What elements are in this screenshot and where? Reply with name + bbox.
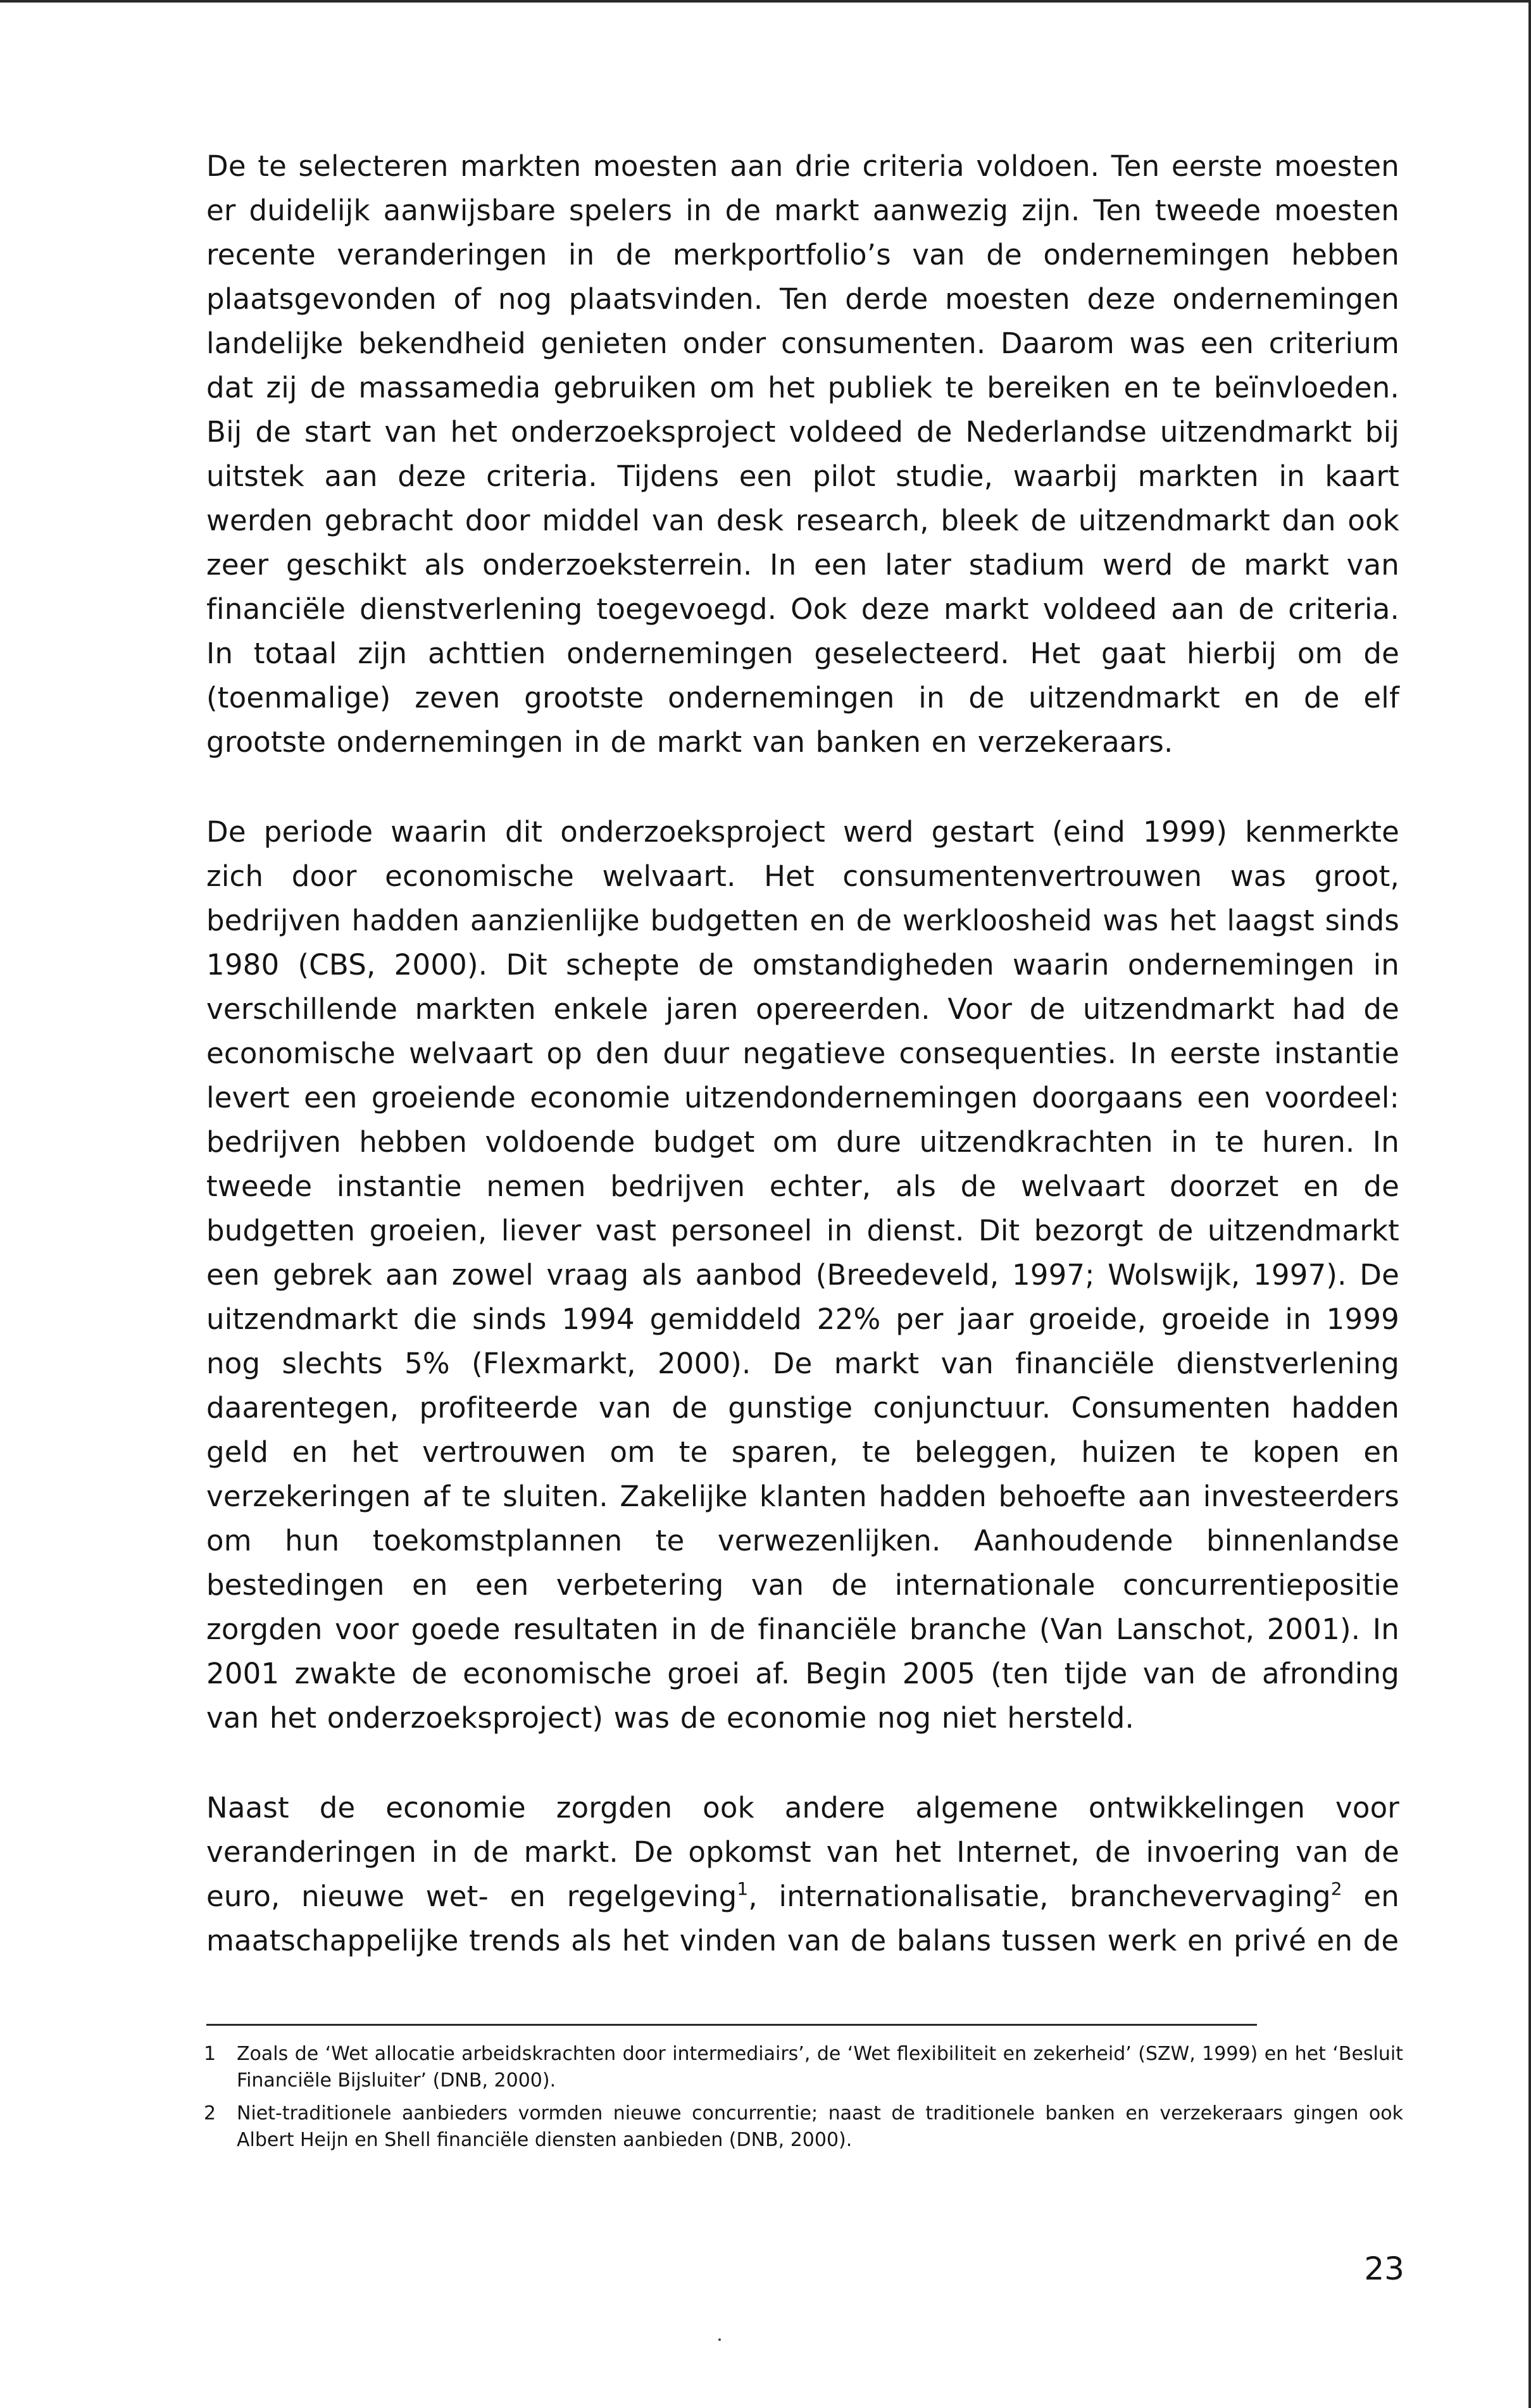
- page-body: [206, 144, 1399, 1963]
- page-number: 23: [1364, 2250, 1404, 2287]
- body-paragraph-2: De periode waarin dit onderzoeksproject werd gestart (eind 1999) kenmerkte zich door economische welvaart. Het consumentenvertrouwen was groot, bedrijven hadden aanzienlijke budgetten en de werkloosheid was het laagst sinds 1980 (CBS, 2000). Dit schepte de omstandigheden waarin ondernemingen in verschillende markten enkele jaren opereerden. Voor de uitzendmarkt had de economische welvaart op den duur negatieve consequenties. In eerste instantie levert een groeiende economie uitzendondernemingen doorgaans een voordeel: bedrijven hebben voldoende budget om dure uitzendkrachten in te huren. In tweede instantie nemen bedrijven echter, als de welvaart doorzet en de budgetten groeien, liever vast personeel in dienst. Dit bezorgt de uitzendmarkt een gebrek aan zowel vraag als aanbod (Breedeveld, 1997; Wolswijk, 1997). De uitzendmarkt die sinds 1994 gemiddeld 22% per jaar groeide, groeide in 1999 nog slechts 5% (Flexmarkt, 2000). De markt van financiële dienstverlening daarentegen, profiteerde van de gunstige conjunctuur. Consumenten hadden geld en het vertrouwen om te sparen, te beleggen, huizen te kopen en verzekeringen af te sluiten. Zakelijke klanten hadden behoefte aan investeerders om hun toekomstplannen te verwezenlijken. Aanhoudende binnenlandse bestedingen en een verbetering van de internationale concurrentiepositie zorgden voor goede resultaten in de financiële branche (Van Lanschot, 2001). In 2001 zwakte de economische groei af. Begin 2005 (ten tijde van de afronding van het onderzoeksproject) was de economie nog niet hersteld.: [206, 815, 1399, 1735]
- body-paragraph-3: [206, 1786, 1399, 1963]
- footnote-text: Niet-traditionele aanbieders vormden nieuwe concurrentie; naast de traditionele banken en verzekeraars gingen ook Albert Heijn en Shell financiële diensten aanbieden (DNB, 2000).: [237, 2102, 1403, 2151]
- footnote-text: Zoals de ‘Wet allocatie arbeidskrachten door intermediairs’, de ‘Wet flexibiliteit en zekerheid’ (SZW, 1999) en het ‘Besluit Financiële Bijsluiter’ (DNB, 2000).: [237, 2043, 1403, 2092]
- scan-edge-right: [1528, 0, 1531, 2408]
- paragraph-3-text-part-3: en maatschappelijke trends als het vinden van de balans tussen werk en privé en de: [206, 1880, 1399, 1957]
- scan-edge-top: [0, 0, 1531, 3]
- paragraph-3-text-part-1: Naast de economie zorgden ook andere algemene ontwikkelingen voor veranderingen in de markt. De opkomst van het Internet, de invoering van de euro, nieuwe wet- en regelgeving: [206, 1791, 1399, 1913]
- footnote-1: [204, 2041, 1403, 2094]
- footnote-reference-1[interactable]: 1: [737, 1878, 749, 1899]
- footnote-number: 1: [204, 2043, 216, 2065]
- footnote-separator: [206, 2024, 1257, 2026]
- footnote-number: 2: [204, 2102, 216, 2124]
- footnote-reference-2[interactable]: 2: [1330, 1878, 1342, 1899]
- footnote-2: [204, 2100, 1403, 2154]
- scan-speck: [718, 2338, 721, 2341]
- paragraph-3-text-part-2: , internationalisatie, branchevervaging: [748, 1880, 1331, 1913]
- footnotes-list: [204, 2041, 1403, 2160]
- body-paragraph-1: De te selecteren markten moesten aan drie criteria voldoen. Ten eerste moesten er duidelijk aanwijsbare spelers in de markt aanwezig zijn. Ten tweede moesten recente veranderingen in de merkportfolio’s van de ondernemingen hebben plaatsgevonden of nog plaatsvinden. Ten derde moesten deze ondernemingen landelijke bekendheid genieten onder consumenten. Daarom was een criterium dat zij de massamedia gebruiken om het publiek te bereiken en te beïnvloeden. Bij de start van het onderzoeksproject voldeed de Nederlandse uitzendmarkt bij uitstek aan deze criteria. Tijdens een pilot studie, waarbij markten in kaart werden gebracht door middel van desk research, bleek de uitzendmarkt dan ook zeer geschikt als onderzoeksterrein. In een later stadium werd de markt van financiële dienstverlening toegevoegd. Ook deze markt voldeed aan de criteria. In totaal zijn achttien ondernemingen geselecteerd. Het gaat hierbij om de (toenmalige) zeven grootste ondernemingen in de uitzendmarkt en de elf grootste ondernemingen in de markt van banken en verzekeraars.: [206, 149, 1399, 759]
